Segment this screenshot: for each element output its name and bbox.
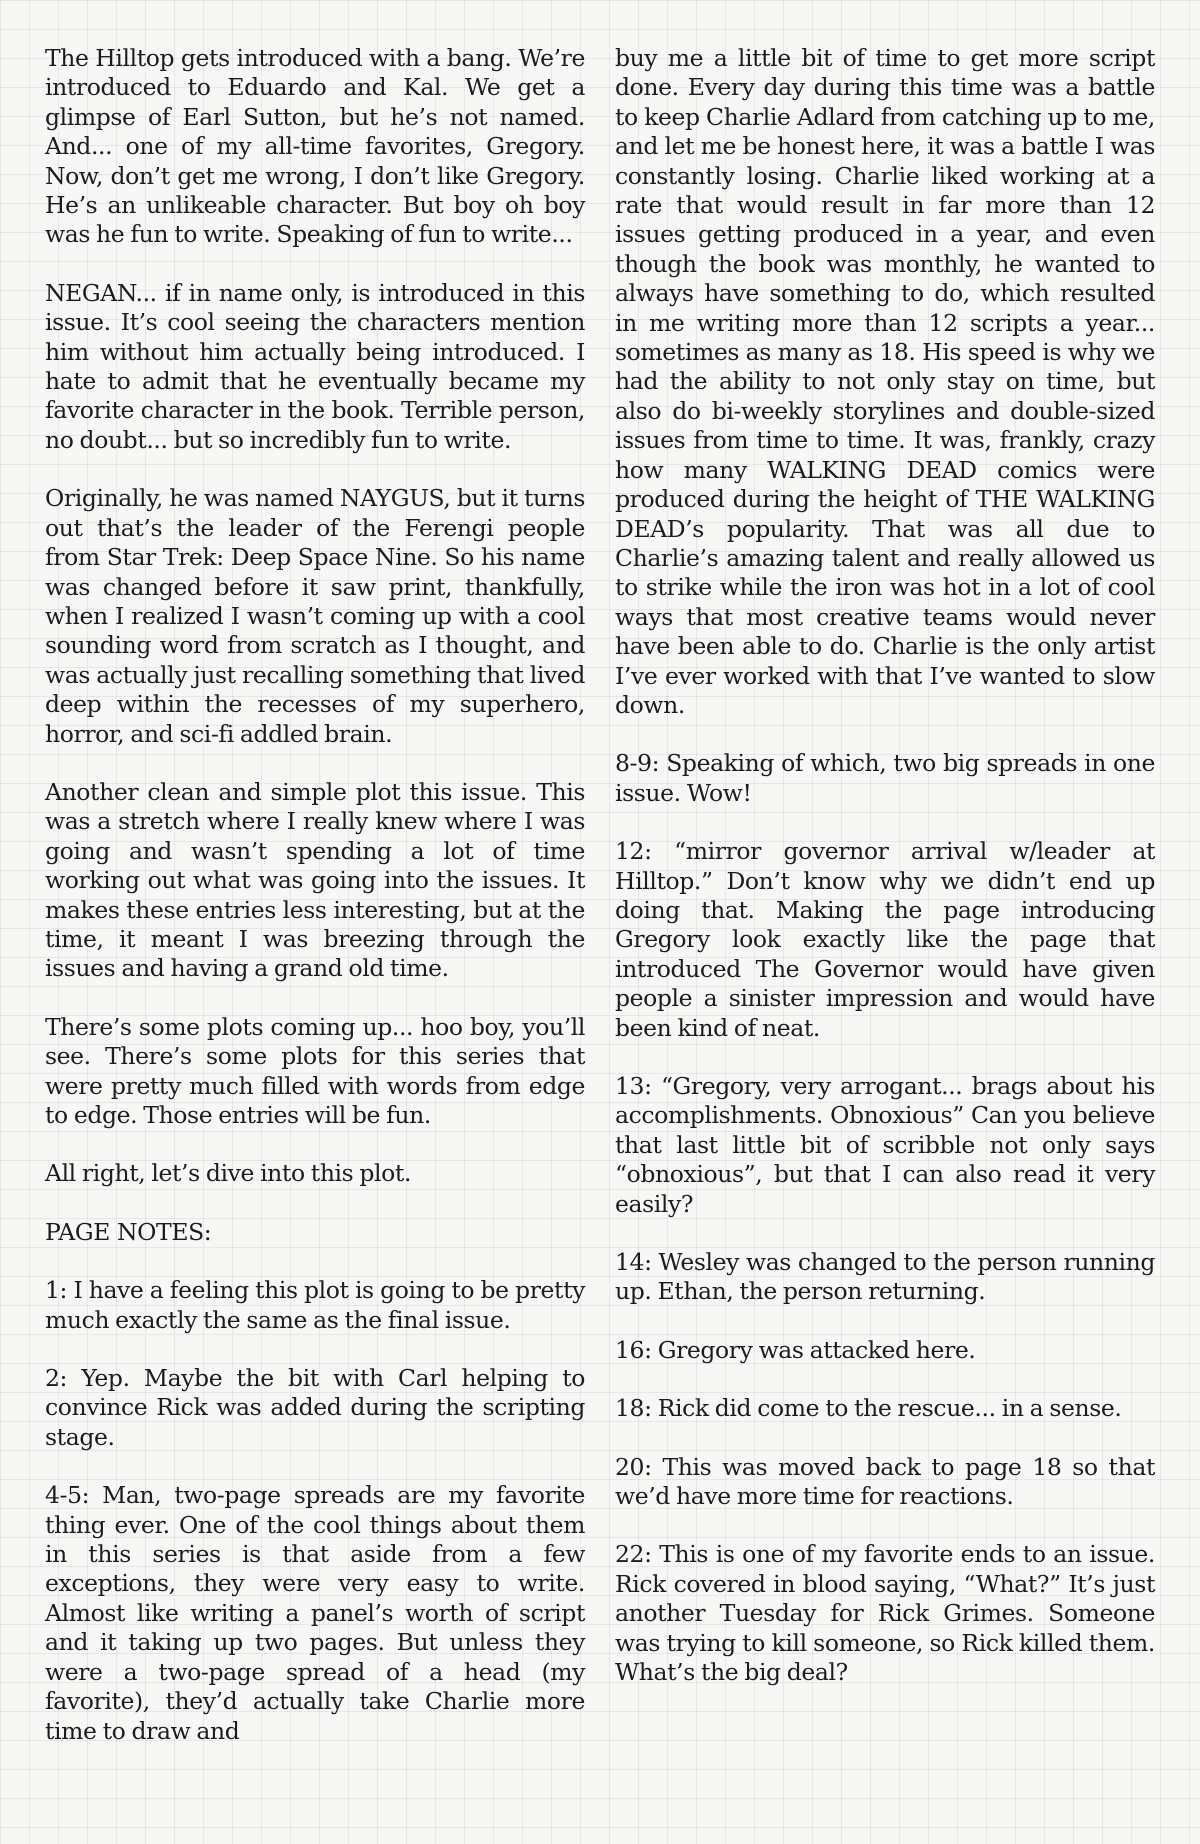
note-page-18: 18: Rick did come to the rescue... in a sense. [615,1394,1122,1423]
paragraph-hilltop-intro: The Hilltop gets introduced with a bang. We’re introduced to Eduardo and Kal. We get a glimpse of Earl Sutton, but he’s not named. And... one of my all-time favorites, Gregory. Now, don’t get me wrong, I don’t like Gregory. He’s an unlikeable character. But boy oh boy was he fun to write. Speaking of fun to write... [45,44,585,249]
note-page-14: 14: Wesley was changed to the person running up. Ethan, the person returning. [615,1248,1155,1306]
paragraph-charlie-speed: buy me a little bit of time to get more script done. Every day during this time was a battle to keep Charlie Adlard from catching up to me, and let me be honest here, it was a battle I was constantly losing. Charlie liked working at a rate that would result in far more than 12 issues getting produced in a year, and even though the book was monthly, he wanted to always have something to do, which resulted in me writing more than 12 scripts a year... sometimes as many as 18. His speed is why we had the ability to not only stay on time, but also do bi-weekly storylines and double-sized issues from time to time. It was, frankly, crazy how many WALKING DEAD comics were produced during the height of THE WALKING DEAD’s popularity. That was all due to Charlie’s amazing talent and really allowed us to strike while the iron was hot in a lot of cool ways that most creative teams would never have been able to do. Charlie is the only artist I’ve ever worked with that I’ve wanted to slow down. [615,44,1155,719]
note-page-20: 20: This was moved back to page 18 so that we’d have more time for reactions. [615,1452,1155,1511]
note-page-22: 22: This is one of my favorite ends to an issue. Rick covered in blood saying, “What?” It’s just another Tuesday for Rick Grimes. Someone was trying to kill someone, so Rick killed them. What’s the big deal? [615,1540,1155,1687]
left-column [45,44,585,1775]
note-pages-8-9: 8-9: Speaking of which, two big spreads in one issue. Wow! [615,749,1155,807]
note-pages-4-5: 4-5: Man, two-page spreads are my favorite thing ever. One of the cool things about them in this series is that aside from a few exceptions, they were very easy to write. Almost like writing a panel’s worth of script and it taking up two pages. But unless they were a two-page spread of a head (my favorite), they’d actually take Charlie more time to draw and [45,1481,585,1745]
note-page-13: 13: “Gregory, very arrogant... brags about his accomplishments. Obnoxious” Can you believe that last little bit of scribble not only says “obnoxious”, but that I can also read it very easily? [615,1072,1155,1218]
note-page-2: 2: Yep. Maybe the bit with Carl helping to convince Rick was added during the scripting stage. [45,1364,585,1451]
note-page-1: 1: I have a feeling this plot is going to be pretty much exactly the same as the final issue. [45,1276,585,1334]
note-page-12: 12: “mirror governor arrival w/leader at Hilltop.” Don’t know why we didn’t end up doing that. Making the page introducing Gregory look exactly like the page that introduced The Governor would have given people a sinister impression and would have been kind of neat. [615,837,1155,1042]
page-notes-heading: PAGE NOTES: [45,1217,212,1246]
right-column [615,44,1155,1717]
paragraph-clean-plot: Another clean and simple plot this issue. This was a stretch where I really knew where I was going and wasn’t spending a lot of time working out what was going into the issues. It makes these entries less interesting, but at the time, it meant I was breezing through the issues and having a grand old time. [45,777,585,983]
note-page-16: 16: Gregory was attacked here. [615,1335,976,1364]
paragraph-negan: NEGAN... if in name only, is introduced in this issue. It’s cool seeing the characters mention him without him actually being introduced. I hate to admit that he eventually became my favorite character in the book. Terrible person, no doubt... but so incredibly fun to write. [45,278,585,454]
paragraph-naygus: Originally, he was named NAYGUS, but it turns out that’s the leader of the Ferengi people from Star Trek: Deep Space Nine. So his name was changed before it saw print, thankfully, when I realized I wasn’t coming up with a cool sounding word from scratch as I thought, and was actually just recalling something that lived deep within the recesses of my superhero, horror, and sci-fi addled brain. [45,484,585,748]
paragraph-dive-in: All right, let’s dive into this plot. [45,1159,412,1188]
paragraph-plots-coming: There’s some plots coming up... hoo boy, you’ll see. There’s some plots for this series that were pretty much filled with words from edge to edge. Those entries will be fun. [45,1012,585,1129]
